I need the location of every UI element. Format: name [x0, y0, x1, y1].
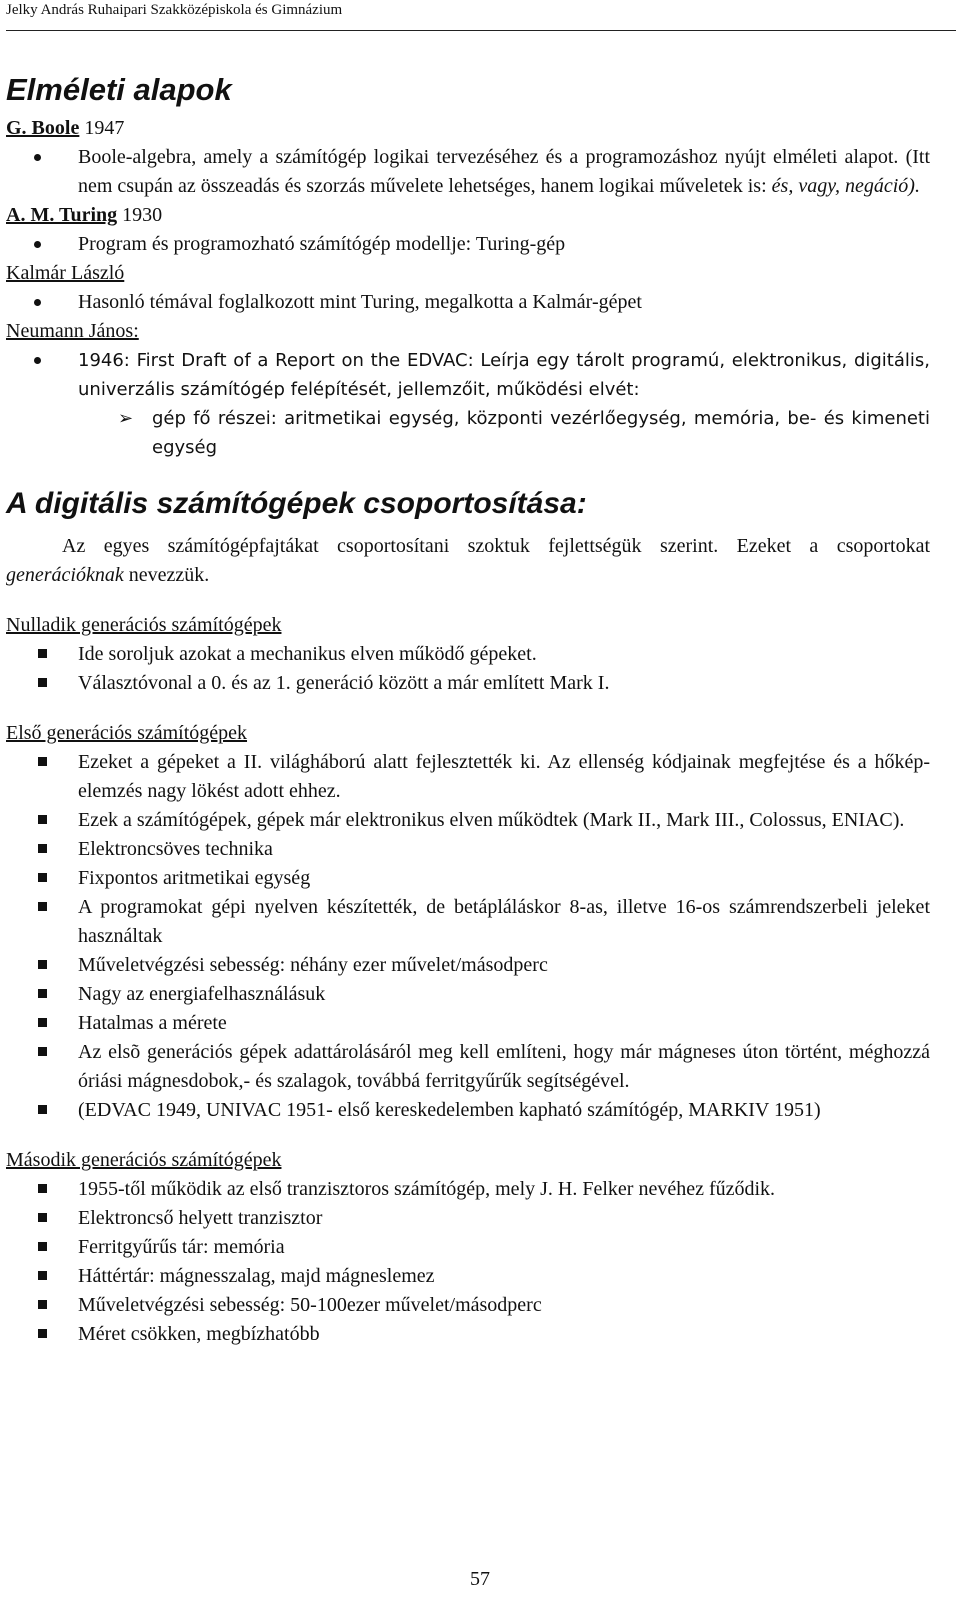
page-header — [6, 0, 956, 31]
list-item: Hatalmas a mérete — [6, 1009, 930, 1038]
list-item: Méret csökken, megbízhatóbb — [6, 1320, 930, 1349]
sub-list-item: ➢ gép fő részei: aritmetikai egység, központi vezérlőegység, memória, be- és kimeneti egység — [6, 404, 930, 462]
page-content — [6, 70, 930, 1349]
person-year: 1930 — [117, 204, 163, 226]
list-item: Hasonló témával foglalkozott mint Turing, megalkotta a Kalmár-gépet — [6, 288, 930, 317]
list-item: Ezek a számítógépek, gépek már elektronikus elven működtek (Mark II., Mark III., Colossus, ENIAC). — [6, 806, 930, 835]
list-item: Műveletvégzési sebesség: néhány ezer művelet/másodperc — [6, 951, 930, 980]
gen1-list — [6, 748, 930, 1125]
gen0-title: Nulladik generációs számítógépek — [6, 614, 282, 636]
list-item: Háttértár: mágnesszalag, majd mágneslemez — [6, 1262, 930, 1291]
kalmar-list — [6, 288, 930, 317]
section-title-grouping: A digitális számítógépek csoportosítása: — [6, 487, 587, 520]
logic-ops: és, vagy, negáció). — [771, 175, 920, 197]
list-item: Nagy az energiafelhasználásuk — [6, 980, 930, 1009]
list-item: 1955-től működik az első tranzisztoros számítógép, mely J. H. Felker nevéhez fűződik. — [6, 1175, 930, 1204]
person-year: 1947 — [79, 117, 125, 139]
list-item: Az elsõ generációs gépek adattárolásáról meg kell említeni, hogy már mágneses úton történt, méghozzá óriási mágnesdobok,- és szalagok, továbbá ferritgyűrűk segítségével. — [6, 1038, 930, 1096]
person-turing — [6, 201, 930, 230]
list-item: Elektroncső helyett tranzisztor — [6, 1204, 930, 1233]
list-item: Műveletvégzési sebesség: 50-100ezer művelet/másodperc — [6, 1291, 930, 1320]
person-neumann: Neumann János: — [6, 320, 139, 342]
list-item: Ferritgyűrűs tár: memória — [6, 1233, 930, 1262]
list-item: Program és programozható számítógép modellje: Turing-gép — [6, 230, 930, 259]
list-item: Boole-algebra, amely a számítógép logikai tervezéséhez és a programozáshoz nyújt elméleti alapot. (Itt nem csupán az összeadás és szorzás művelete lehetséges, hanem logikai műveletek is: és, vagy, negáció). — [6, 143, 930, 201]
gen2-title: Második generációs számítógépek — [6, 1149, 282, 1171]
person-boole — [6, 114, 930, 143]
list-item: Ide soroljuk azokat a mechanikus elven működő gépeket. — [6, 640, 930, 669]
person-kalmar: Kalmár László — [6, 262, 125, 284]
list-item: Ezeket a gépeket a II. világháború alatt fejlesztették ki. Az ellenség kódjainak megfejtése és a hőkép-elemzés nagy lökést adott ehhez. — [6, 748, 930, 806]
list-item: Fixpontos aritmetikai egység — [6, 864, 930, 893]
neumann-list — [6, 346, 930, 462]
page-number: 57 — [470, 1568, 490, 1590]
gen1-title: Első generációs számítógépek — [6, 722, 248, 744]
intro-paragraph: Az egyes számítógépfajtákat csoportosítani szoktuk fejlettségük szerint. Ezeket a csoportokat generációknak nevezzük. — [6, 535, 930, 586]
list-item: 1946: First Draft of a Report on the EDVAC: Leírja egy tárolt programú, elektronikus, digitális, univerzális számítógép felépítését, jellemzőit, működési elvét: — [6, 346, 930, 404]
boole-list — [6, 143, 930, 201]
list-item: Elektroncsöves technika — [6, 835, 930, 864]
section-title-theory: Elméleti alapok — [6, 72, 232, 107]
arrow-bullet-icon: ➢ — [118, 408, 134, 429]
list-item: A programokat gépi nyelven készítették, de betápláláskor 8-as, illetve 16-os számrendszerbeli jeleket használtak — [6, 893, 930, 951]
person-name: A. M. Turing — [6, 204, 118, 226]
person-name: G. Boole — [6, 117, 80, 139]
emphasis: generációknak — [6, 564, 124, 586]
turing-list — [6, 230, 930, 259]
list-item: Választóvonal a 0. és az 1. generáció között a már említett Mark I. — [6, 669, 930, 698]
list-item: (EDVAC 1949, UNIVAC 1951- első kereskedelemben kapható számítógép, MARKIV 1951) — [6, 1096, 930, 1125]
gen0-list — [6, 640, 930, 698]
school-name: Jelky András Ruhaipari Szakközépiskola és Gimnázium — [6, 2, 343, 18]
gen2-list — [6, 1175, 930, 1349]
